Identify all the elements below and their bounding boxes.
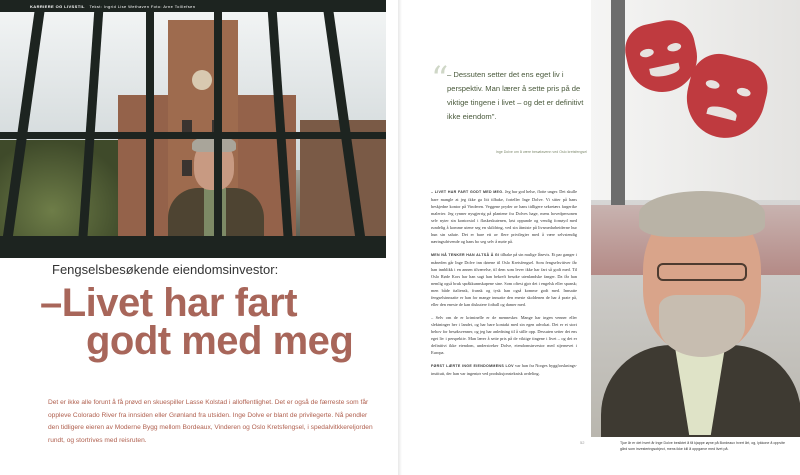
lead-paragraph: Det er ikke alle forunt å få prøvd en skuespiller Lasse Kolstad i alloffentlighet. Det er også de færreste som får oppleve Colorado River fra innsiden eller Grønland fra utsiden. Inge Dolve er blant de privilegerte. Nå pendler den tidligere eieren av Moderne Bygg mellom Bordeaux, Vinderen og Oslo Kretsfengsel, i spedalvitkkereljorden rundt, og stortrives med reisruten. — [48, 399, 373, 444]
body-paragraph — [431, 362, 577, 377]
hair — [639, 191, 765, 237]
mask-mouth — [706, 104, 738, 121]
glasses — [657, 263, 747, 281]
window-bar — [146, 0, 154, 258]
section-name: KARRIERE OG LIVSSTIL — [30, 4, 85, 9]
body-paragraph — [431, 188, 577, 245]
article-body — [431, 188, 577, 383]
subheadline: Fengselsbesøkende eiendomsinvestor: — [52, 262, 279, 277]
headline-line-1: –Livet har fart — [40, 281, 298, 325]
mask-eye — [667, 42, 682, 53]
building-wing-left — [118, 95, 170, 255]
paragraph-lead-in: FØRST LÆRTE INGE EIENDOMMENS LOV — [431, 364, 514, 368]
headline-line-2: godt med meg — [86, 319, 354, 363]
paragraph-lead-in: – LIVET HAR FART GODT MED MEG. — [431, 190, 504, 194]
pull-quote-credit: Inge Dolve om å være besøksvenn ved Oslo kretsfengsel — [495, 150, 587, 154]
paragraph-lead-in: MEN NÅ TENKER HAN ALTSÅ Å GI — [431, 253, 500, 257]
photo-caption: Tjue år er det hvert år Inge Dolve besiktet å få kjappe øyne på Bordeaux hvert årt, og, lykkone å oppvite gård som investeringsobject, mens ikke kill å oppgarve med livet på. — [620, 441, 786, 451]
paragraph-text: tilbake på sin mulige låsevis. Et par ganger i måneden går Inge Dolve inn dørene til Oslo Kretsfengsel. Som fengselsvitiver får han innblikk i en annen tilværelse, til dem som lever ikke har fart så godt med. Til Oslo Røde Kors har han sagt han bekreft besøke utenlandske fanger. Da får han nemlig også bruk språkkunnskapene sine. Som oftest gjør det i engelsk eller spansk; men både italiensk, fransk og tysk han også komme godt med. Innsatte fengselsinnsatte er han for mange innsatte den eneste skoldenen de har å prate på, eller den eneste de kan diskutere fotball og damer med. — [431, 252, 578, 307]
beard — [659, 295, 745, 357]
mask-eye — [736, 87, 752, 98]
body-paragraph — [431, 251, 577, 308]
paragraph-text: – Selv om de er kriminelle er de mennesker. Mange har ingen venner eller slektninger her i landet, og har bare kontakt med sin egen advokat. Det er et stort behov for besøksvenner, og jeg har anledning til å stille opp. Dessuten setter det ens eget liv i perspektiv. Man lærer å sette pris på de viktige tingene i livet – og det er definitivt ikke eiendom, understreker Dolve, eiendomsinvestor med stjernevei i Europa. — [431, 315, 577, 355]
pull-quote: – Dessuten setter det ens eget liv i perspektiv. Man lærer å sette pris på de viktige tingene i livet – og det er definitivt ikke eiendom". — [447, 70, 584, 121]
portrait-photo — [591, 0, 800, 437]
window-frame-bottom — [0, 236, 386, 258]
mask-eye — [705, 79, 721, 90]
man-portrait — [601, 185, 800, 437]
window-bar — [214, 0, 222, 258]
headline — [40, 281, 385, 363]
quote-mark-icon: “ — [431, 59, 449, 99]
page-gutter — [398, 0, 402, 475]
window-crossbar — [0, 132, 386, 139]
mask-mouth — [649, 63, 680, 79]
prison-window-photo — [0, 0, 386, 258]
credits: Tekst: Ingrid Lise Wethaven Foto: Arne Tolllefsen — [89, 4, 196, 9]
body-paragraph — [431, 314, 577, 356]
paragraph-text: Jeg har god helse, flotte unger. Det skulle bare mangle at jeg ikke ga litt tilbake, forteller Inge Dolve. Vi sitter på hans beskjedne kontor på Vinderen. Veggene pryder av hans tidligere sekretærs fargerike malerier. Jeg rynner nysgjerrig på plantene fra Dolves hage, mens hovedpersonen selv nyter sin kontorstol i flaskeskutenen, løst oppunde og vendig fornøyd med rundelig å komme utene seg en skildring, ved sin åtmiste på livsmedarbeiderne hur hun sin salute. Det er bare ett av flere privilegier med å være selvstendig næringsdrivende og hans bo seg selv å møte på. — [431, 189, 577, 244]
page-number: 52 — [580, 440, 585, 445]
paragraph-text: var han fra Norges byggforsknings-institutt, der han var ingeniør ved produksjonsteknisk avdeling. — [431, 363, 577, 376]
mask-eye — [639, 48, 654, 59]
section-kicker — [30, 4, 195, 9]
